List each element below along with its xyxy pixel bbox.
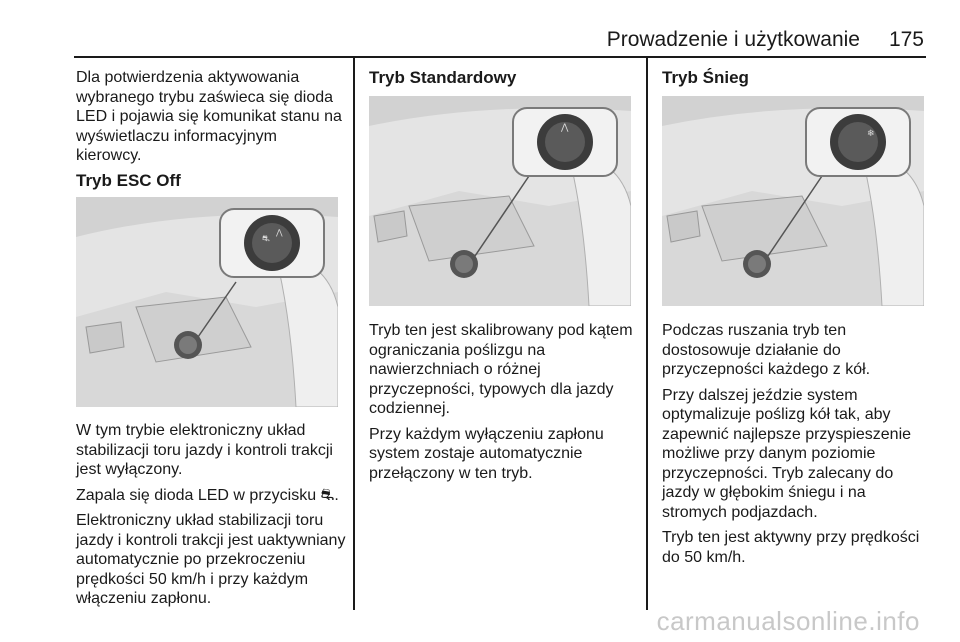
standard-paragraph-1 [369, 321, 641, 419]
standard-paragraph-2 [369, 425, 641, 484]
text-line: Przy dalszej jeździe system [662, 386, 858, 404]
esc-off-figure [76, 197, 338, 407]
text-line: Podczas ruszania tryb ten [662, 322, 847, 339]
text-line: optymalizuje poślizg kół tak, aby [662, 406, 891, 423]
console-illustration-snow [662, 96, 924, 306]
column-1-intro [76, 68, 346, 166]
text-line: automatycznie po przekroczeniu [76, 551, 306, 568]
column-divider-1 [353, 58, 355, 610]
text-line: przyczepności. Tryb zalecany do [662, 464, 894, 482]
console-illustration-esc-off [76, 197, 338, 407]
esc-off-paragraph-2 [76, 486, 348, 506]
text-line: włączeniu zapłonu. [76, 590, 212, 607]
text-line: ograniczania poślizgu na [369, 341, 546, 359]
text-line: przyczepności każdego z kół. [662, 361, 871, 378]
snow-heading-wrap [662, 68, 932, 88]
text-line: Przy każdym wyłączeniu zapłonu [369, 425, 604, 443]
snow-paragraph-3 [662, 528, 932, 567]
snow-figure [662, 96, 924, 306]
standard-heading: Tryb Standardowy [369, 68, 517, 87]
svg-text:⛐: ⛐ [262, 234, 270, 244]
text-line: wybranego trybu zaświeca się dioda [76, 88, 334, 106]
text-line: jest wyłączony. [76, 461, 183, 478]
snow-paragraph-1 [662, 321, 932, 380]
text-line: codziennej. [369, 400, 450, 417]
text-line: wyświetlaczu informacyjnym [76, 127, 277, 145]
standard-figure [369, 96, 631, 306]
esc-off-heading: Tryb ESC Off [76, 171, 181, 190]
page-header-title: Prowadzenie i użytkowanie [606, 28, 860, 51]
column-1-body [76, 421, 348, 609]
text-line: kierowcy. [76, 147, 142, 164]
text-line: możliwe przy danym poziomie [662, 445, 876, 462]
text-line: Elektroniczny układ stabilizacji toru [76, 512, 324, 529]
snow-paragraph-2 [662, 386, 932, 523]
text-line: nawierzchniach o różnej [369, 361, 541, 378]
svg-text:❄: ❄ [867, 129, 875, 139]
page-number: 175 [888, 28, 924, 51]
svg-text:⋀: ⋀ [276, 228, 283, 237]
text-line: dostosowuje działanie do [662, 341, 841, 359]
text-line: Zapala się dioda LED w przycisku ⛐. [76, 486, 339, 504]
text-line: jazdy w głębokim śniegu i na [662, 484, 866, 501]
text-line: Dla potwierdzenia aktywowania [76, 69, 300, 86]
intro-paragraph [76, 68, 346, 166]
text-line: Tryb ten jest skalibrowany pod kątem [369, 322, 633, 339]
column-divider-2 [646, 58, 648, 610]
esc-off-heading-wrap [76, 171, 346, 191]
column-3-body [662, 321, 932, 567]
text-line: Tryb ten jest aktywny przy prędkości [662, 529, 920, 546]
text-line: przyczepności, typowych dla jazdy [369, 380, 614, 398]
text-line: stabilizacji toru jazdy i kontroli trakcji [76, 441, 333, 459]
text-line: prędkości 50 km/h i przy każdym [76, 570, 309, 588]
console-illustration-standard [369, 96, 631, 306]
text-line: do 50 km/h. [662, 548, 746, 566]
text-line: LED i pojawia się komunikat stanu na [76, 108, 342, 125]
text-line: jazdy i kontroli trakcji jest uaktywniany [76, 531, 346, 549]
esc-off-paragraph-1 [76, 421, 348, 480]
column-2-body [369, 321, 641, 483]
watermark: carmanualsonline.info [656, 606, 920, 636]
header-rule [74, 56, 926, 58]
standard-heading-wrap [369, 68, 639, 88]
text-line: system zostaje automatycznie [369, 445, 583, 462]
text-line: przełączony w ten tryb. [369, 464, 533, 482]
snow-heading: Tryb Śnieg [662, 68, 749, 87]
text-line: stromych podjazdach. [662, 503, 818, 521]
text-line: W tym trybie elektroniczny układ [76, 422, 306, 439]
svg-text:⋀: ⋀ [561, 123, 569, 133]
esc-off-paragraph-3 [76, 511, 348, 609]
text-line: zapewnić najlepsze przyspieszenie [662, 425, 912, 443]
